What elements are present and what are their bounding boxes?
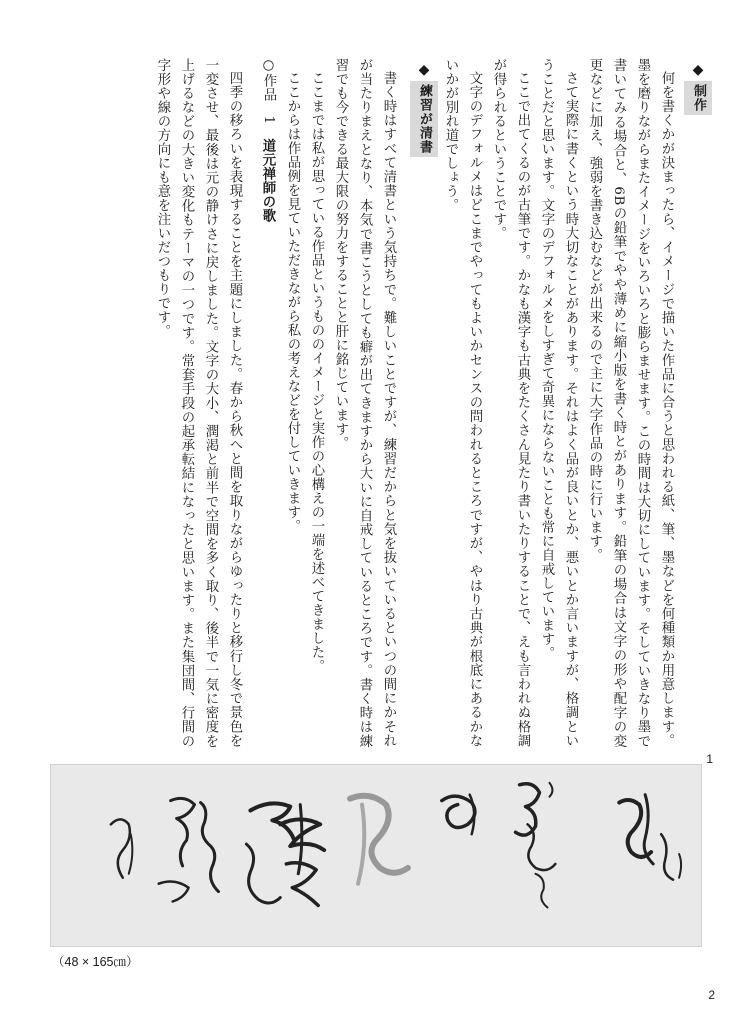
section-heading-renshu (410, 62, 438, 748)
diamond-icon: ◆ (690, 62, 706, 79)
page-number: 2 (708, 988, 715, 1002)
work-title (256, 58, 280, 748)
section-heading-label: 練習が清書 (410, 81, 438, 157)
figure-index: 1 (706, 752, 713, 766)
paragraph: さて実際に書くという時大切なことがあります。それはよく品が良いとか、悪いとか言いますが、格調ということだと思います。文字のデフォルメをしすぎて奇異にならないことも常に自戒しています。 (539, 58, 578, 748)
calligraphy-artwork-image (50, 764, 702, 947)
paragraph: ここまでは私が思っている作品というもののイメージと実作の心構えの一端を述べてきました。 (309, 71, 324, 674)
vertical-text-body (40, 58, 712, 748)
section-heading-label: 制作 (684, 81, 712, 115)
work-name: 道元禅師の歌 (260, 138, 276, 223)
paragraph: 文字のデフォルメはどこまでやってもよいかセンスの問われるところですが、やはり古典が根底にあるかないかが別れ道でしょう。 (443, 58, 482, 748)
section-heading-seisaku (684, 62, 712, 748)
paragraph: 何を書くかが決まったら、イメージで描いた作品に合うと思われる紙、筆、墨などを何種類か用意します。墨を磨りながらまたイメージをいろいろと膨らませます。この時間は大切にしています。そしていきなり墨で書いてみる場合と、6Bの鉛筆でやや薄めに縮小版を書く時とがあります。鉛筆の場合は文字の形や配字の変更などに加え、強弱を書き込むなどが出来るので主に大字作品の時に行います。 (587, 58, 674, 748)
figure-caption: （48 × 165㎝） (52, 955, 139, 969)
work-label: ○作品 1 (261, 58, 276, 125)
diamond-icon: ◆ (416, 62, 432, 79)
paragraph: ここからは作品例を見ていただきながら私の考えなどを付していきます。 (285, 71, 300, 534)
paragraph: ここで出てくるのが古筆です。かなも漢字も古典をたくさん見たり書いたりすることで、えも言われぬ格調が得られるということです。 (491, 58, 530, 748)
paragraph: 書く時はすべて清書という気持ちで。難しいことですが、練習だからと気を抜いているといつの間にかそれが当たりまえとなり、本気で書こうとしても癖が出てきますから大いに自戒しているところです。書く時は練習でも今できる最大限の努力をすることと肝に銘じています。 (333, 58, 396, 748)
paragraph: 四季の移ろいを表現することを主題にしました。春から秋へと間を取りながらゆったりと移行し冬で景色を一変させ、最後は元の静けさに戻しました。文字の大小、潤渇と前半で空間を多く取り、後半で一気に密度を上げるなどの大きい変化もテーマの一つです。常套手段の起承転結になったと思います。また集団間、行間の字形や線の方向にも意を注いだつもりです。 (155, 58, 242, 748)
calligraphy-strokes-icon (51, 765, 701, 946)
